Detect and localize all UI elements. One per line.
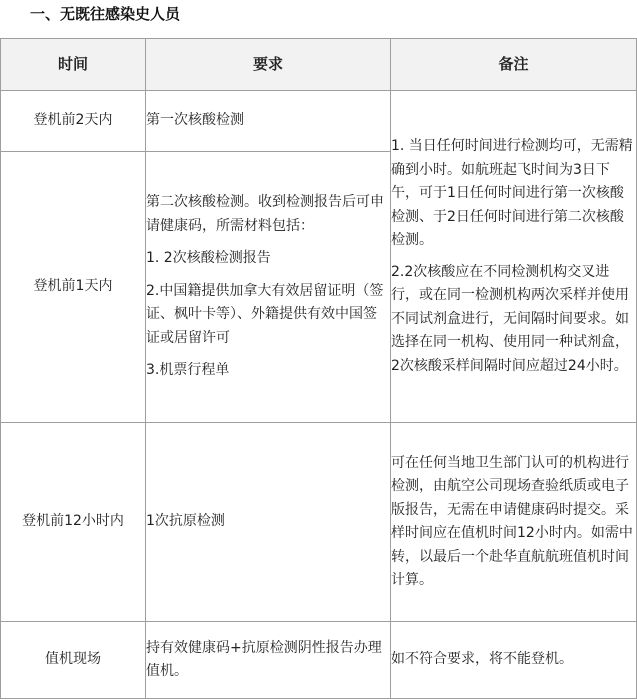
table-row (1, 91, 637, 152)
section-title: 一、无既往感染史人员 (30, 5, 181, 23)
requirement-cell (146, 91, 391, 152)
note-cell-merged (391, 91, 637, 423)
time-cell: 登机前2天内 (1, 91, 146, 152)
table-header-row (1, 39, 637, 91)
header-note: 备注 (391, 39, 637, 91)
requirement-cell (146, 622, 391, 699)
note-text: 1. 当日任何时间进行检测均可，无需精确到小时。如航班起飞时间为3日下午，可于1日任何时间进行第一次核酸检测、于2日任何时间进行第二次核酸检测。 (391, 138, 633, 248)
requirement-text: 持有效健康码+抗原检测阴性报告办理值机。 (146, 639, 382, 679)
requirement-text: 1次抗原检测 (146, 513, 225, 530)
table-row (1, 622, 637, 699)
time-cell: 登机前12小时内 (1, 423, 146, 622)
requirement-text: 第二次核酸检测。收到检测报告后可申请健康码，所需材料包括： (146, 194, 384, 234)
requirements-table (0, 38, 637, 699)
note-cell (391, 423, 637, 622)
header-requirement: 要求 (146, 39, 391, 91)
note-text: 可在任何当地卫生部门认可的机构进行检测，由航空公司现场查验纸质或电子版报告，无需在申请健康码时提交。采样时间应在值机时间12小时内。如需中转，以最后一个赴华直航航班值机时间计算。 (391, 454, 633, 588)
requirement-text: 1. 2次核酸检测报告 (146, 250, 271, 267)
requirement-text: 第一次核酸检测 (146, 112, 244, 129)
time-cell: 登机前1天内 (1, 152, 146, 423)
table-row (1, 423, 637, 622)
header-time: 时间 (1, 39, 146, 91)
note-text: 如不符合要求，将不能登机。 (391, 651, 573, 668)
requirement-cell (146, 152, 391, 423)
time-cell: 值机现场 (1, 622, 146, 699)
requirement-cell (146, 423, 391, 622)
requirement-text: 3.机票行程单 (146, 362, 230, 379)
requirement-text: 2.中国籍提供加拿大有效居留证明（签证、枫叶卡等）、外籍提供有效中国签证或居留许可 (146, 282, 384, 346)
note-text: 2.2次核酸应在不同检测机构交叉进行，或在同一检测机构两次采样并使用不同试剂盒进行，无间隔时间要求。如选择在同一机构、使用同一种试剂盒，2次核酸采样间隔时间应超过24小时。 (391, 263, 629, 374)
note-cell (391, 622, 637, 699)
